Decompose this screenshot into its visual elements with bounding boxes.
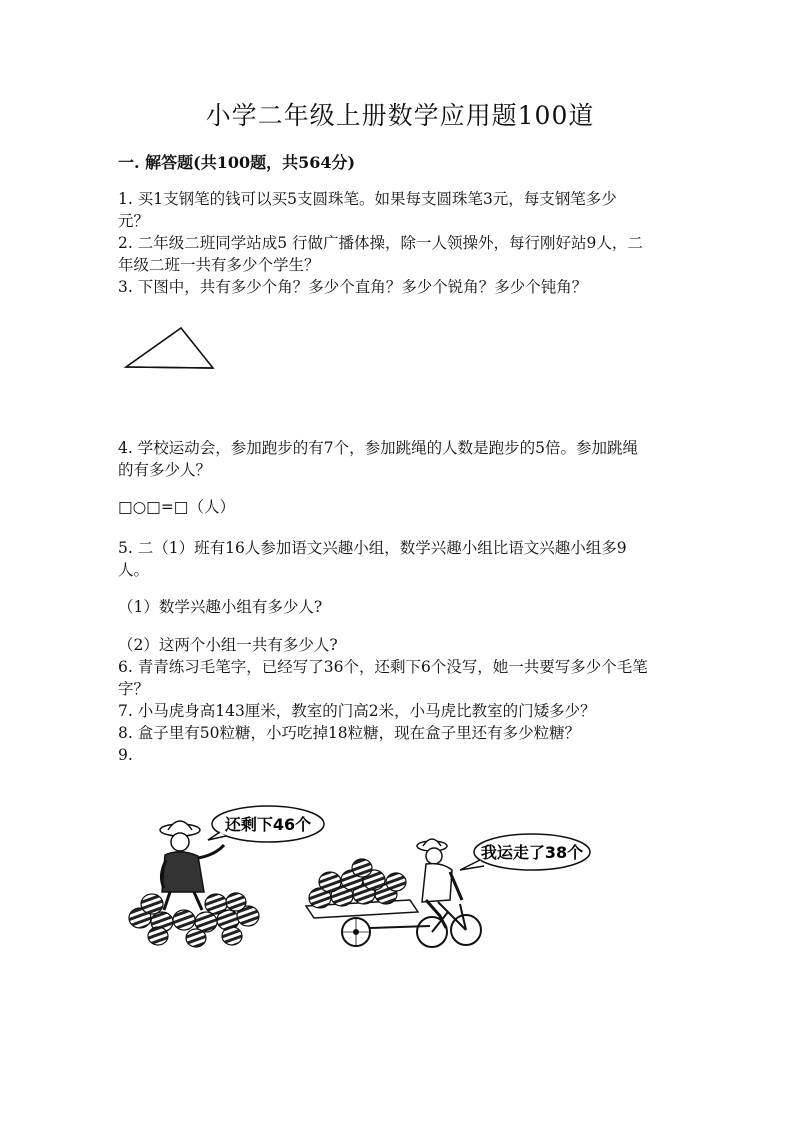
q9-label: 9.: [118, 746, 133, 764]
q4-line1: 4. 学校运动会，参加跑步的有7个，参加跳绳的人数是跑步的5倍。参加跳绳: [118, 439, 638, 457]
speech-bubble-right: [460, 834, 590, 870]
q8-line: 8. 盒子里有50粒糖，小巧吃掉18粒糖，现在盒子里还有多少粒糖？: [118, 724, 581, 742]
page-title: 小学二年级上册数学应用题100道: [205, 101, 595, 130]
section-heading: 一. 解答题(共100题，共564分): [118, 153, 356, 172]
q1-line2: 元？: [118, 212, 150, 230]
q2-line2: 年级二班一共有多少个学生？: [118, 256, 320, 274]
q2-line1: 2. 二年级二班同学站成5 行做广播体操，除一人领操外，每行刚好站9人，二: [118, 234, 643, 252]
cart-watermelons: [306, 859, 430, 946]
angle-figure: [120, 322, 220, 384]
watermelon-illustration: [120, 800, 600, 960]
q6-line1: 6. 青青练习毛笔字，已经写了36个，还剩下6个没写，她一共要写多少个毛笔: [118, 658, 648, 676]
q4-line2: 的有多少人？: [118, 461, 212, 479]
q7-line: 7. 小马虎身高143厘米，教室的门高2米，小马虎比教室的门矮多少？: [118, 702, 596, 720]
bubble-left-text: 还剩下46个: [224, 815, 312, 834]
cyclist: [417, 839, 481, 947]
q3-line1: 3. 下图中，共有多少个角？多少个直角？多少个锐角？多少个钝角？: [118, 278, 588, 296]
q1-line1: 1. 买1支钢笔的钱可以买5支圆珠笔。如果每支圆珠笔3元，每支钢笔多少: [118, 190, 617, 208]
watermelon-pile-left: [129, 893, 259, 947]
q5-sub1: （1）数学兴趣小组有多少人?: [118, 598, 323, 616]
q5-line1: 5. 二（1）班有16人参加语文兴趣小组，数学兴趣小组比语文兴趣小组多9: [118, 539, 627, 557]
q4-formula: □○□=□（人）: [118, 498, 235, 516]
q5-line2: 人。: [118, 561, 150, 579]
q6-line2: 字？: [118, 680, 150, 698]
speech-bubble-left: [208, 806, 324, 842]
bubble-right-text: 我运走了38个: [480, 843, 584, 862]
q5-sub2: （2）这两个小组一共有多少人?: [118, 636, 338, 654]
